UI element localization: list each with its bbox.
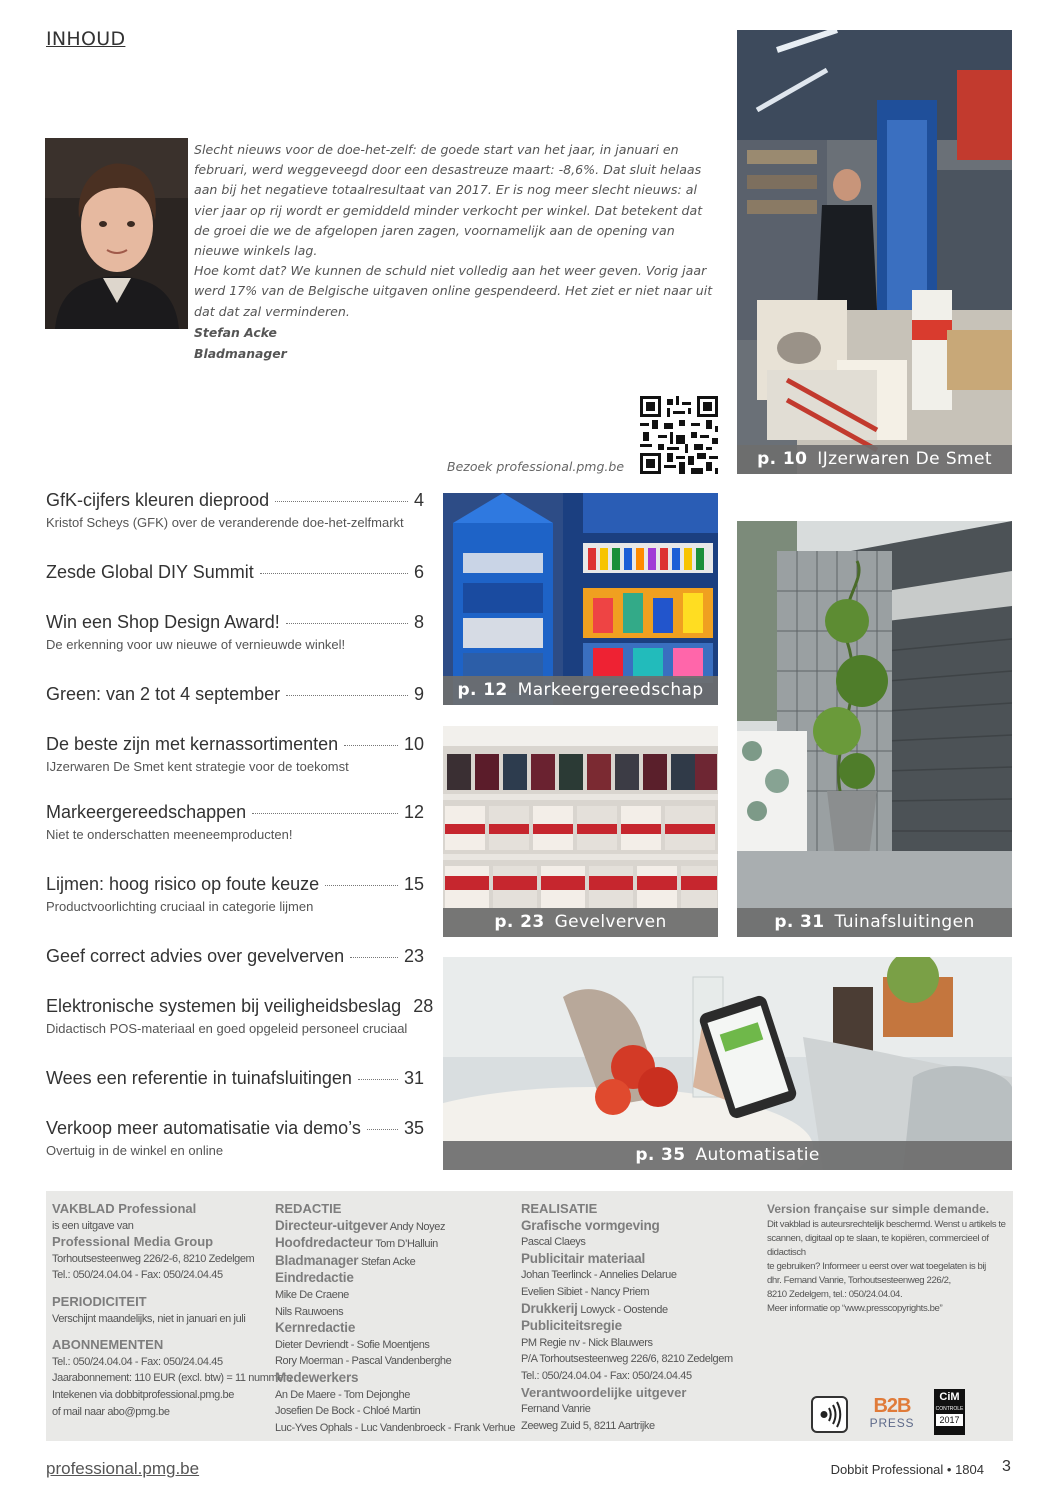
colophon-line: scannen, digitaal op te slaan, te kopiëren, commercieel of didactisch [767,1232,989,1258]
colophon-line: Zeeweg Zuid 5, 8211 Aartrijke [521,1419,655,1432]
colophon-line: Dieter Devriendt - Sofie Moentjens [275,1338,430,1351]
colophon-line: Tel.: 050/24.04.04 - Fax: 050/24.04.45 [52,1355,223,1368]
editorial-signature [194,322,287,364]
toc-page: 10 [403,734,424,754]
toc-leader [350,957,398,958]
colophon-heading: ABONNEMENTEN [52,1337,164,1353]
footer-url[interactable]: professional.pmg.be [46,1459,200,1478]
logo-text: B2B [873,1395,911,1417]
colophon-heading: Bladmanager [275,1252,359,1268]
colophon-line: P/A Torhoutsesteenweg 226/6, 8210 Zedelgem [521,1353,733,1366]
toc-leader [275,501,408,502]
caption-page: p. 12 [457,680,508,700]
qr-code [640,396,718,474]
toc-subtitle: Kristof Scheys (GFK) over de veranderende doe-het-zelfmarkt [46,515,404,530]
logo-text: CONTROLE [935,1406,964,1412]
colophon-line: Tom D’Halluin [375,1238,438,1251]
caption-label: Markeergereedschap [517,680,704,700]
toc-title: Zesde Global DIY Summit [46,562,254,582]
colophon-line: Verschijnt maandelijks, niet in januari en juli [52,1312,246,1325]
colophon-line: Luc-Yves Ophals - Luc Vandenbroeck - Frank Verhue [275,1421,516,1434]
colophon-line: Tel.: 050/24.04.04 - Fax: 050/24.04.45 [52,1269,223,1282]
photo-tuinafsluitingen [737,521,1012,937]
colophon-heading: Eindredactie [275,1270,354,1286]
colophon-line: Jaarabonnement: 110 EUR (excl. btw) = 11 nummers [52,1372,292,1385]
toc-entry[interactable] [46,946,424,967]
colophon-redactie [275,1201,515,1436]
toc-subtitle: Productvoorlichting cruciaal in categorie lijmen [46,899,314,914]
photo-caption [737,445,1012,474]
toc-leader [286,623,408,624]
toc-leader [344,745,398,746]
footer-magazine: Dobbit Professional • 1804 [830,1462,984,1477]
caption-page: p. 31 [774,912,825,932]
toc-subtitle: Didactisch POS-materiaal en goed opgeleid personeel cruciaal [46,1021,408,1036]
colophon-line: Tel.: 050/24.04.04 - Fax: 050/24.04.45 [521,1369,692,1382]
colophon-heading: REALISATIE [521,1201,598,1216]
toc-title: Elektronische systemen bij veiligheidsbeslag [46,996,402,1016]
toc-entry[interactable] [46,874,424,914]
colophon-line: Meer informatie op “www.presscopyrights.be” [767,1302,943,1314]
colophon-heading: Drukkerij [521,1300,578,1316]
toc-page: 28 [413,996,434,1016]
colophon-heading: Kernredactie [275,1320,356,1336]
colophon-line: 8210 Zedelgem, tel.: 050/24.04.04. [767,1288,903,1300]
toc-subtitle: Niet te onderschatten meeneemproducten! [46,827,293,842]
colophon-heading: Grafische vormgeving [521,1217,660,1233]
colophon-heading: VAKBLAD Professional [52,1201,197,1216]
toc-leader [325,885,398,886]
toc-entry[interactable] [46,490,424,530]
toc-page: 31 [403,1068,424,1088]
colophon-line: Evelien Sibiet - Nancy Priem [521,1285,650,1298]
toc-entry[interactable] [46,1068,424,1089]
toc-title: Wees een referentie in tuinafsluitingen [46,1068,352,1088]
toc-page: 4 [413,490,424,510]
colophon [46,1191,1013,1441]
colophon-heading: Professional Media Group [52,1234,214,1250]
toc-title: Markeergereedschappen [46,802,247,822]
toc-title: De beste zijn met kernassortimenten [46,734,339,754]
colophon-copyright [767,1201,1011,1316]
toc-page: 12 [403,802,424,822]
colophon-line: te gebruiken? Informeer u eerst over wat toegelaten is bij [767,1260,986,1272]
website-note: Bezoek professional.pmg.be [447,459,625,474]
toc-entry[interactable] [46,612,424,652]
toc-entry[interactable] [46,562,424,583]
toc-title: Verkoop meer automatisatie via demo’s [46,1118,361,1138]
toc-subtitle: IJzerwaren De Smet kent strategie voor de toekomst [46,759,349,774]
colophon-heading: Verantwoordelijke uitgever [521,1384,687,1400]
colophon-line: Andy Noyez [389,1220,446,1233]
toc-entry[interactable] [46,684,424,705]
caption-label: Tuinafsluitingen [834,912,975,932]
caption-label: IJzerwaren De Smet [817,449,992,469]
logo-text: PRESS [869,1416,915,1430]
toc-page: 23 [403,946,424,966]
colophon-line: Fernand Vanrie [521,1403,591,1416]
toc-entry[interactable] [46,802,424,842]
colophon-line: Nils Rauwoens [275,1305,344,1318]
colophon-line: Pascal Claeys [521,1236,586,1249]
logo-text: 2017 [936,1414,963,1426]
b2b-press-logo [866,1396,918,1434]
colophon-heading: Medewerkers [275,1369,359,1385]
photo-markeergereedschap [443,493,718,705]
colophon-line: Josefien De Bock - Chloé Martin [275,1405,421,1418]
audio-icon [811,1396,848,1433]
page-number: 3 [1002,1458,1011,1475]
colophon-line: Torhoutsesteenweg 226/2-6, 8210 Zedelgem [52,1252,255,1265]
caption-page: p. 35 [635,1145,686,1165]
colophon-publisher [52,1201,291,1420]
photo-caption [443,1141,1012,1170]
colophon-heading: Version française sur simple demande. [767,1202,990,1216]
toc-title: Win een Shop Design Award! [46,612,280,632]
toc-leader [286,695,408,696]
author-name: Stefan Acke [194,325,277,340]
photo-ijzerwaren [737,30,1012,474]
cim-logo [934,1389,965,1435]
colophon-line: Mike De Craene [275,1288,349,1301]
toc-title: Geef correct advies over gevelverven [46,946,345,966]
colophon-heading: PERIODICITEIT [52,1293,147,1309]
editorial-paragraph: Slecht nieuws voor de doe-het-zelf: de goede start van het jaar, in januari en februari, werd weggeveegd door een desastreuze maart: -8,6%. Dat sluit helaas aan bij het negatieve totaalresultaat van 2017. Er is nog meer slecht nieuws: al vier jaar op rij wordt er gemiddeld minder verkocht per winkel. Dat betekent dat de groei die we de afgelopen jaren zagen, voornamelijk aan de opening van nieuwe winkels lag. [194,142,703,259]
toc-entry[interactable] [46,734,424,774]
editorial-paragraph: Hoe komt dat? We kunnen de schuld niet volledig aan het weer geven. Vorig jaar werd 17% van de Belgische uitgaven online gespendeerd. Het ziet er niet naar uit dat dat zal verminderen. [194,263,713,319]
colophon-realisatie [521,1201,733,1434]
colophon-heading: Publiciteitsregie [521,1318,622,1334]
colophon-heading: REDACTIE [275,1201,342,1216]
colophon-line: dhr. Fernand Vanrie, Torhoutsesteenweg 226/2, [767,1274,951,1286]
colophon-line: Johan Teerlinck - Annelies Delarue [521,1269,677,1282]
toc-leader [358,1079,398,1080]
colophon-heading: Publicitair materiaal [521,1250,646,1266]
toc-page: 15 [403,874,424,894]
photo-gevelverven [443,726,718,937]
toc-subtitle: Overtuig in de winkel en online [46,1143,224,1158]
toc-title: GfK-cijfers kleuren dieprood [46,490,270,510]
photo-caption [443,676,718,705]
toc-page: 8 [413,612,424,632]
toc-page: 35 [403,1118,424,1138]
colophon-line: of mail naar abo@pmg.be [52,1405,170,1418]
author-role: Bladmanager [194,346,287,361]
toc-leader [260,573,408,574]
caption-page: p. 23 [494,912,545,932]
colophon-line: Intekenen via dobbitprofessional.pmg.be [52,1388,234,1401]
page-heading: INHOUD [46,28,126,50]
colophon-line: PM Regie nv - Nick Blauwers [521,1336,653,1349]
logo-text: CiM [939,1391,960,1403]
photo-caption [443,908,718,937]
toc-entry[interactable] [46,1118,424,1158]
toc-subtitle: De erkenning voor uw nieuwe of vernieuwde winkel! [46,637,346,652]
colophon-line: An De Maere - Tom Dejonghe [275,1388,410,1401]
photo-automatisatie [443,957,1012,1170]
toc-leader [367,1129,398,1130]
caption-label: Automatisatie [695,1145,820,1165]
caption-label: Gevelverven [554,912,667,932]
colophon-heading: Directeur-uitgever [275,1217,388,1233]
colophon-line: Dit vakblad is auteursrechtelijk beschermd. Wenst u artikels te [767,1218,1006,1230]
colophon-line: is een uitgave van [52,1219,134,1232]
toc-entry[interactable] [46,996,434,1036]
toc-page: 9 [413,684,424,704]
colophon-heading: Hoofdredacteur [275,1235,373,1251]
photo-caption [737,908,1012,937]
toc-title: Lijmen: hoog risico op foute keuze [46,874,320,894]
editor-portrait [45,138,188,329]
colophon-line: Rory Moerman - Pascal Vandenberghe [275,1355,452,1368]
editorial-text [194,140,714,322]
toc-page: 6 [413,562,424,582]
toc-leader [252,813,398,814]
colophon-line: Lowyck - Oostende [580,1303,668,1316]
caption-page: p. 10 [757,449,808,469]
colophon-line: Stefan Acke [361,1255,416,1268]
toc-title: Green: van 2 tot 4 september [46,684,281,704]
